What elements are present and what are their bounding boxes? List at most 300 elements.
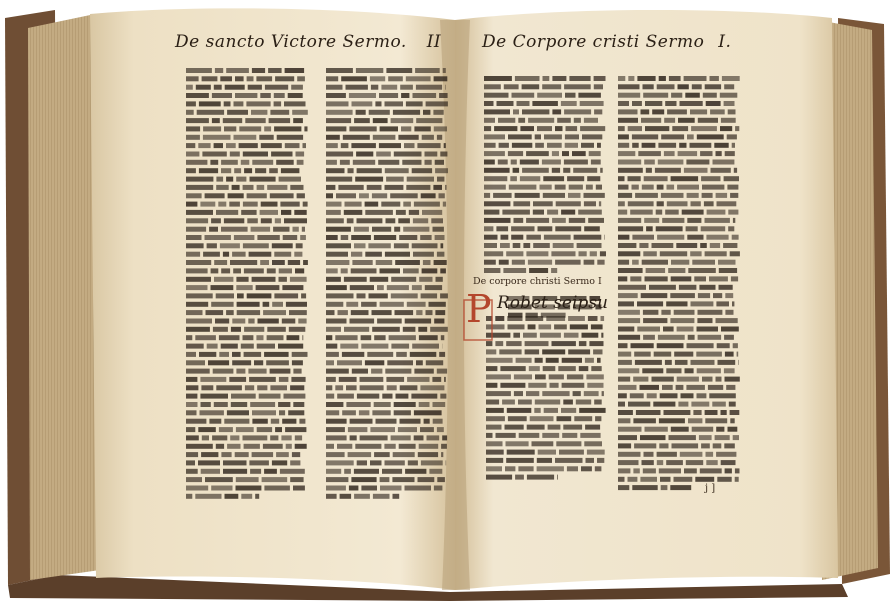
text-stroke (437, 477, 445, 482)
text-stroke (565, 134, 579, 139)
text-stroke (713, 293, 722, 298)
text-stroke (230, 435, 239, 440)
text-stroke (209, 227, 218, 232)
text-stroke (552, 168, 560, 173)
text-stroke (515, 76, 540, 81)
text-stroke (541, 313, 566, 318)
text-stroke (710, 243, 720, 248)
text-stroke (666, 301, 687, 306)
text-stroke (644, 452, 654, 457)
text-stroke (657, 235, 684, 240)
text-stroke (716, 301, 729, 306)
text-stroke (279, 377, 289, 382)
text-stroke (199, 101, 221, 106)
text-stroke (702, 193, 713, 198)
text-stroke (618, 410, 633, 415)
text-stroke (562, 433, 577, 438)
text-stroke (230, 260, 257, 265)
text-stroke (567, 374, 583, 379)
text-stroke (373, 494, 390, 499)
text-stroke (678, 151, 698, 156)
text-stroke (500, 366, 525, 371)
text-stroke (684, 468, 697, 473)
text-stroke (200, 202, 215, 207)
text-stroke (372, 310, 392, 315)
text-stroke (643, 251, 657, 256)
text-stroke (341, 76, 367, 81)
text-stroke (730, 193, 738, 198)
text-stroke (543, 176, 564, 181)
text-stroke (486, 466, 502, 471)
text-stroke (591, 324, 603, 329)
left-header-title: De sancto Victore Sermo. (175, 32, 407, 52)
text-stroke (414, 410, 442, 415)
text-stroke (548, 425, 561, 430)
text-stroke (486, 391, 511, 396)
text-stroke (237, 293, 244, 298)
text-stroke (244, 168, 252, 173)
text-stroke (637, 76, 655, 81)
text-stroke (370, 76, 385, 81)
text-stroke (186, 469, 198, 474)
text-stroke (221, 452, 231, 457)
text-stroke (686, 460, 703, 465)
text-stroke (264, 126, 271, 131)
text-stroke (526, 251, 548, 256)
text-stroke (269, 118, 291, 123)
text-stroke (618, 385, 637, 390)
text-stroke (271, 152, 292, 157)
text-stroke (588, 316, 598, 321)
text-stroke (296, 152, 305, 157)
text-stroke (416, 118, 442, 123)
text-stroke (229, 202, 240, 207)
text-stroke (369, 293, 388, 298)
text-stroke (716, 427, 724, 432)
text-stroke (224, 101, 231, 106)
text-stroke (601, 333, 603, 338)
text-stroke (537, 93, 562, 98)
text-stroke (284, 218, 307, 223)
text-stroke (618, 143, 629, 148)
text-stroke (244, 327, 264, 332)
text-stroke (326, 319, 347, 324)
text-stroke (216, 177, 223, 182)
text-stroke (326, 185, 335, 190)
text-stroke (558, 366, 576, 371)
text-stroke (385, 101, 404, 106)
text-stroke (666, 460, 683, 465)
text-stroke (186, 210, 213, 215)
text-stroke (186, 285, 208, 290)
text-stroke (367, 352, 393, 357)
text-stroke (643, 310, 659, 315)
text-stroke (618, 310, 640, 315)
text-stroke (403, 268, 419, 273)
text-stroke (628, 76, 634, 81)
text-stroke (568, 316, 585, 321)
text-stroke (359, 410, 370, 415)
text-stroke (514, 391, 523, 396)
text-stroke (283, 235, 298, 240)
left-header-number: II (426, 32, 442, 52)
text-stroke (439, 352, 445, 357)
text-stroke (486, 458, 503, 463)
text-stroke (640, 385, 660, 390)
text-stroke (405, 486, 432, 491)
text-stroke (709, 276, 728, 281)
text-stroke (326, 160, 337, 165)
text-stroke (484, 176, 507, 181)
text-stroke (618, 268, 643, 273)
text-stroke (205, 477, 233, 482)
text-stroke (227, 410, 249, 415)
text-stroke (420, 427, 434, 432)
text-stroke (439, 193, 445, 198)
text-stroke (671, 176, 699, 181)
text-stroke (186, 486, 208, 491)
text-stroke (574, 416, 592, 421)
text-stroke (681, 393, 694, 398)
text-stroke (390, 193, 418, 198)
text-stroke (201, 452, 218, 457)
text-stroke (224, 218, 244, 223)
text-stroke (386, 68, 412, 73)
text-stroke (412, 344, 439, 349)
text-stroke (676, 243, 697, 248)
text-stroke (252, 410, 276, 415)
text-stroke (586, 458, 595, 463)
text-stroke (257, 185, 265, 190)
text-stroke (326, 477, 348, 482)
text-stroke (250, 177, 276, 182)
text-stroke (434, 76, 448, 81)
text-stroke (420, 385, 444, 390)
text-stroke (357, 218, 383, 223)
text-stroke (379, 143, 401, 148)
text-stroke (289, 327, 306, 332)
text-stroke (441, 452, 443, 457)
text-stroke (249, 377, 276, 382)
text-stroke (633, 377, 648, 382)
text-stroke (534, 408, 540, 413)
text-stroke (209, 419, 221, 424)
text-stroke (418, 452, 438, 457)
text-stroke (674, 477, 693, 482)
text-stroke (376, 419, 397, 424)
text-stroke (441, 444, 447, 449)
text-stroke (522, 84, 540, 89)
text-stroke (436, 277, 443, 282)
text-stroke (424, 419, 430, 424)
text-stroke (400, 385, 418, 390)
text-stroke (245, 385, 254, 390)
text-stroke (484, 210, 499, 215)
text-stroke (709, 393, 736, 398)
text-stroke (555, 126, 563, 131)
text-stroke (618, 251, 640, 256)
text-stroke (569, 76, 590, 81)
text-stroke (590, 251, 597, 256)
text-stroke (661, 310, 670, 315)
text-stroke (708, 385, 723, 390)
text-stroke (205, 235, 231, 240)
text-stroke (690, 143, 712, 148)
text-stroke (618, 427, 642, 432)
text-stroke (186, 494, 192, 499)
text-stroke (638, 151, 661, 156)
text-stroke (725, 151, 735, 156)
text-stroke (618, 243, 636, 248)
text-stroke (563, 425, 582, 430)
text-stroke (186, 68, 212, 73)
text-stroke (526, 151, 549, 156)
text-stroke (290, 277, 307, 282)
text-stroke (716, 452, 736, 457)
text-stroke (628, 126, 642, 131)
text-stroke (484, 160, 495, 165)
text-stroke (372, 193, 387, 198)
text-stroke (440, 268, 446, 273)
text-stroke (391, 277, 416, 282)
text-stroke (687, 235, 703, 240)
text-stroke (663, 327, 674, 332)
text-stroke (262, 477, 288, 482)
text-stroke (275, 218, 281, 223)
text-stroke (659, 418, 685, 423)
text-stroke (279, 410, 285, 415)
text-stroke (294, 210, 306, 215)
text-stroke (247, 293, 272, 298)
text-stroke (274, 93, 285, 98)
text-stroke (561, 101, 577, 106)
catchword: j ] (705, 483, 716, 494)
text-stroke (236, 427, 254, 432)
text-stroke (618, 443, 631, 448)
text-stroke (698, 310, 723, 315)
text-stroke (326, 118, 351, 123)
text-stroke (199, 168, 218, 173)
text-stroke (686, 385, 705, 390)
text-stroke (486, 366, 497, 371)
text-stroke (484, 118, 495, 123)
text-stroke (294, 252, 302, 257)
text-stroke (697, 134, 724, 139)
text-stroke (226, 68, 249, 73)
text-stroke (500, 383, 525, 388)
text-stroke (431, 218, 443, 223)
text-stroke (632, 260, 639, 265)
text-stroke (412, 285, 422, 290)
text-stroke (278, 344, 303, 349)
text-stroke (561, 408, 576, 413)
text-stroke (356, 68, 383, 73)
text-stroke (295, 444, 307, 449)
text-stroke (373, 135, 396, 140)
text-stroke (679, 143, 686, 148)
text-stroke (618, 352, 631, 357)
text-stroke (361, 344, 388, 349)
text-stroke (522, 168, 549, 173)
text-stroke (380, 126, 398, 131)
text-stroke (511, 226, 534, 231)
text-stroke (715, 435, 730, 440)
text-stroke (219, 335, 240, 340)
text-stroke (705, 251, 727, 256)
text-stroke (665, 210, 679, 215)
text-stroke (271, 419, 279, 424)
text-stroke (555, 260, 581, 265)
text-stroke (691, 402, 709, 407)
text-stroke (700, 468, 722, 473)
text-stroke (416, 310, 422, 315)
text-stroke (350, 285, 374, 290)
text-stroke (391, 293, 418, 298)
text-stroke (680, 101, 703, 106)
text-stroke (350, 319, 375, 324)
text-stroke (643, 318, 667, 323)
text-stroke (274, 126, 301, 131)
text-stroke (348, 427, 368, 432)
text-stroke (231, 394, 256, 399)
text-stroke (400, 85, 413, 90)
text-stroke (640, 477, 657, 482)
text-stroke (656, 226, 683, 231)
text-stroke (732, 143, 735, 148)
text-stroke (508, 324, 525, 329)
text-stroke (563, 168, 570, 173)
text-stroke (421, 293, 438, 298)
text-stroke (597, 143, 601, 148)
text-stroke (512, 260, 525, 265)
text-stroke (236, 486, 262, 491)
text-stroke (535, 143, 544, 148)
text-stroke (338, 185, 363, 190)
text-stroke (235, 76, 244, 81)
text-stroke (344, 210, 363, 215)
text-stroke (733, 435, 739, 440)
text-stroke (260, 93, 271, 98)
text-stroke (674, 310, 695, 315)
text-stroke (584, 260, 595, 265)
text-stroke (340, 344, 358, 349)
text-stroke (221, 168, 231, 173)
text-stroke (292, 360, 303, 365)
text-stroke (356, 110, 366, 115)
text-stroke (484, 101, 494, 106)
text-stroke (543, 366, 556, 371)
text-stroke (254, 360, 263, 365)
text-stroke (628, 201, 654, 206)
text-stroke (440, 152, 447, 157)
text-stroke (532, 101, 558, 106)
text-stroke (286, 302, 307, 307)
text-stroke (372, 227, 391, 232)
text-stroke (276, 452, 289, 457)
text-stroke (618, 377, 630, 382)
text-stroke (532, 441, 554, 446)
text-stroke (417, 143, 440, 148)
text-stroke (526, 313, 538, 318)
text-stroke (208, 360, 229, 365)
text-stroke (696, 352, 722, 357)
text-stroke (350, 435, 357, 440)
text-stroke (484, 134, 505, 139)
text-stroke (589, 341, 603, 346)
text-stroke (585, 425, 600, 430)
text-stroke (256, 335, 263, 340)
text-stroke (522, 109, 549, 114)
text-stroke (385, 185, 404, 190)
text-stroke (214, 260, 227, 265)
text-stroke (232, 185, 240, 190)
text-stroke (432, 377, 441, 382)
text-stroke (710, 76, 719, 81)
text-stroke (186, 268, 208, 273)
text-stroke (568, 193, 581, 198)
text-stroke (281, 168, 300, 173)
text-stroke (435, 235, 445, 240)
text-stroke (600, 168, 603, 173)
text-stroke (341, 235, 349, 240)
text-stroke (398, 135, 418, 140)
text-stroke (303, 202, 308, 207)
text-stroke (247, 76, 254, 81)
text-stroke (212, 435, 227, 440)
text-stroke (594, 400, 602, 405)
text-stroke (355, 177, 383, 182)
text-stroke (186, 260, 211, 265)
text-stroke (369, 110, 390, 115)
text-stroke (661, 485, 668, 490)
text-stroke (597, 358, 601, 363)
text-stroke (350, 419, 373, 424)
text-stroke (195, 335, 216, 340)
text-stroke (642, 260, 668, 265)
text-stroke (667, 109, 687, 114)
text-stroke (577, 243, 602, 248)
text-stroke (380, 302, 404, 307)
text-stroke (618, 185, 629, 190)
text-stroke (725, 310, 733, 315)
text-stroke (494, 126, 517, 131)
text-stroke (717, 477, 731, 482)
text-stroke (288, 260, 300, 265)
text-stroke (274, 101, 282, 106)
text-stroke (686, 226, 698, 231)
text-stroke (290, 385, 304, 390)
text-stroke (556, 441, 581, 446)
text-stroke (445, 185, 447, 190)
text-stroke (385, 460, 405, 465)
left-page (90, 8, 455, 590)
text-stroke (292, 110, 308, 115)
text-stroke (403, 327, 416, 332)
text-stroke (705, 84, 721, 89)
text-stroke (293, 369, 301, 374)
text-stroke (415, 68, 440, 73)
text-stroke (199, 352, 216, 357)
text-stroke (352, 260, 372, 265)
text-stroke (565, 143, 578, 148)
text-stroke (526, 218, 549, 223)
text-stroke (399, 444, 416, 449)
text-stroke (564, 109, 591, 114)
text-stroke (377, 285, 384, 290)
text-stroke (241, 160, 250, 165)
text-stroke (280, 469, 305, 474)
text-stroke (348, 168, 354, 173)
